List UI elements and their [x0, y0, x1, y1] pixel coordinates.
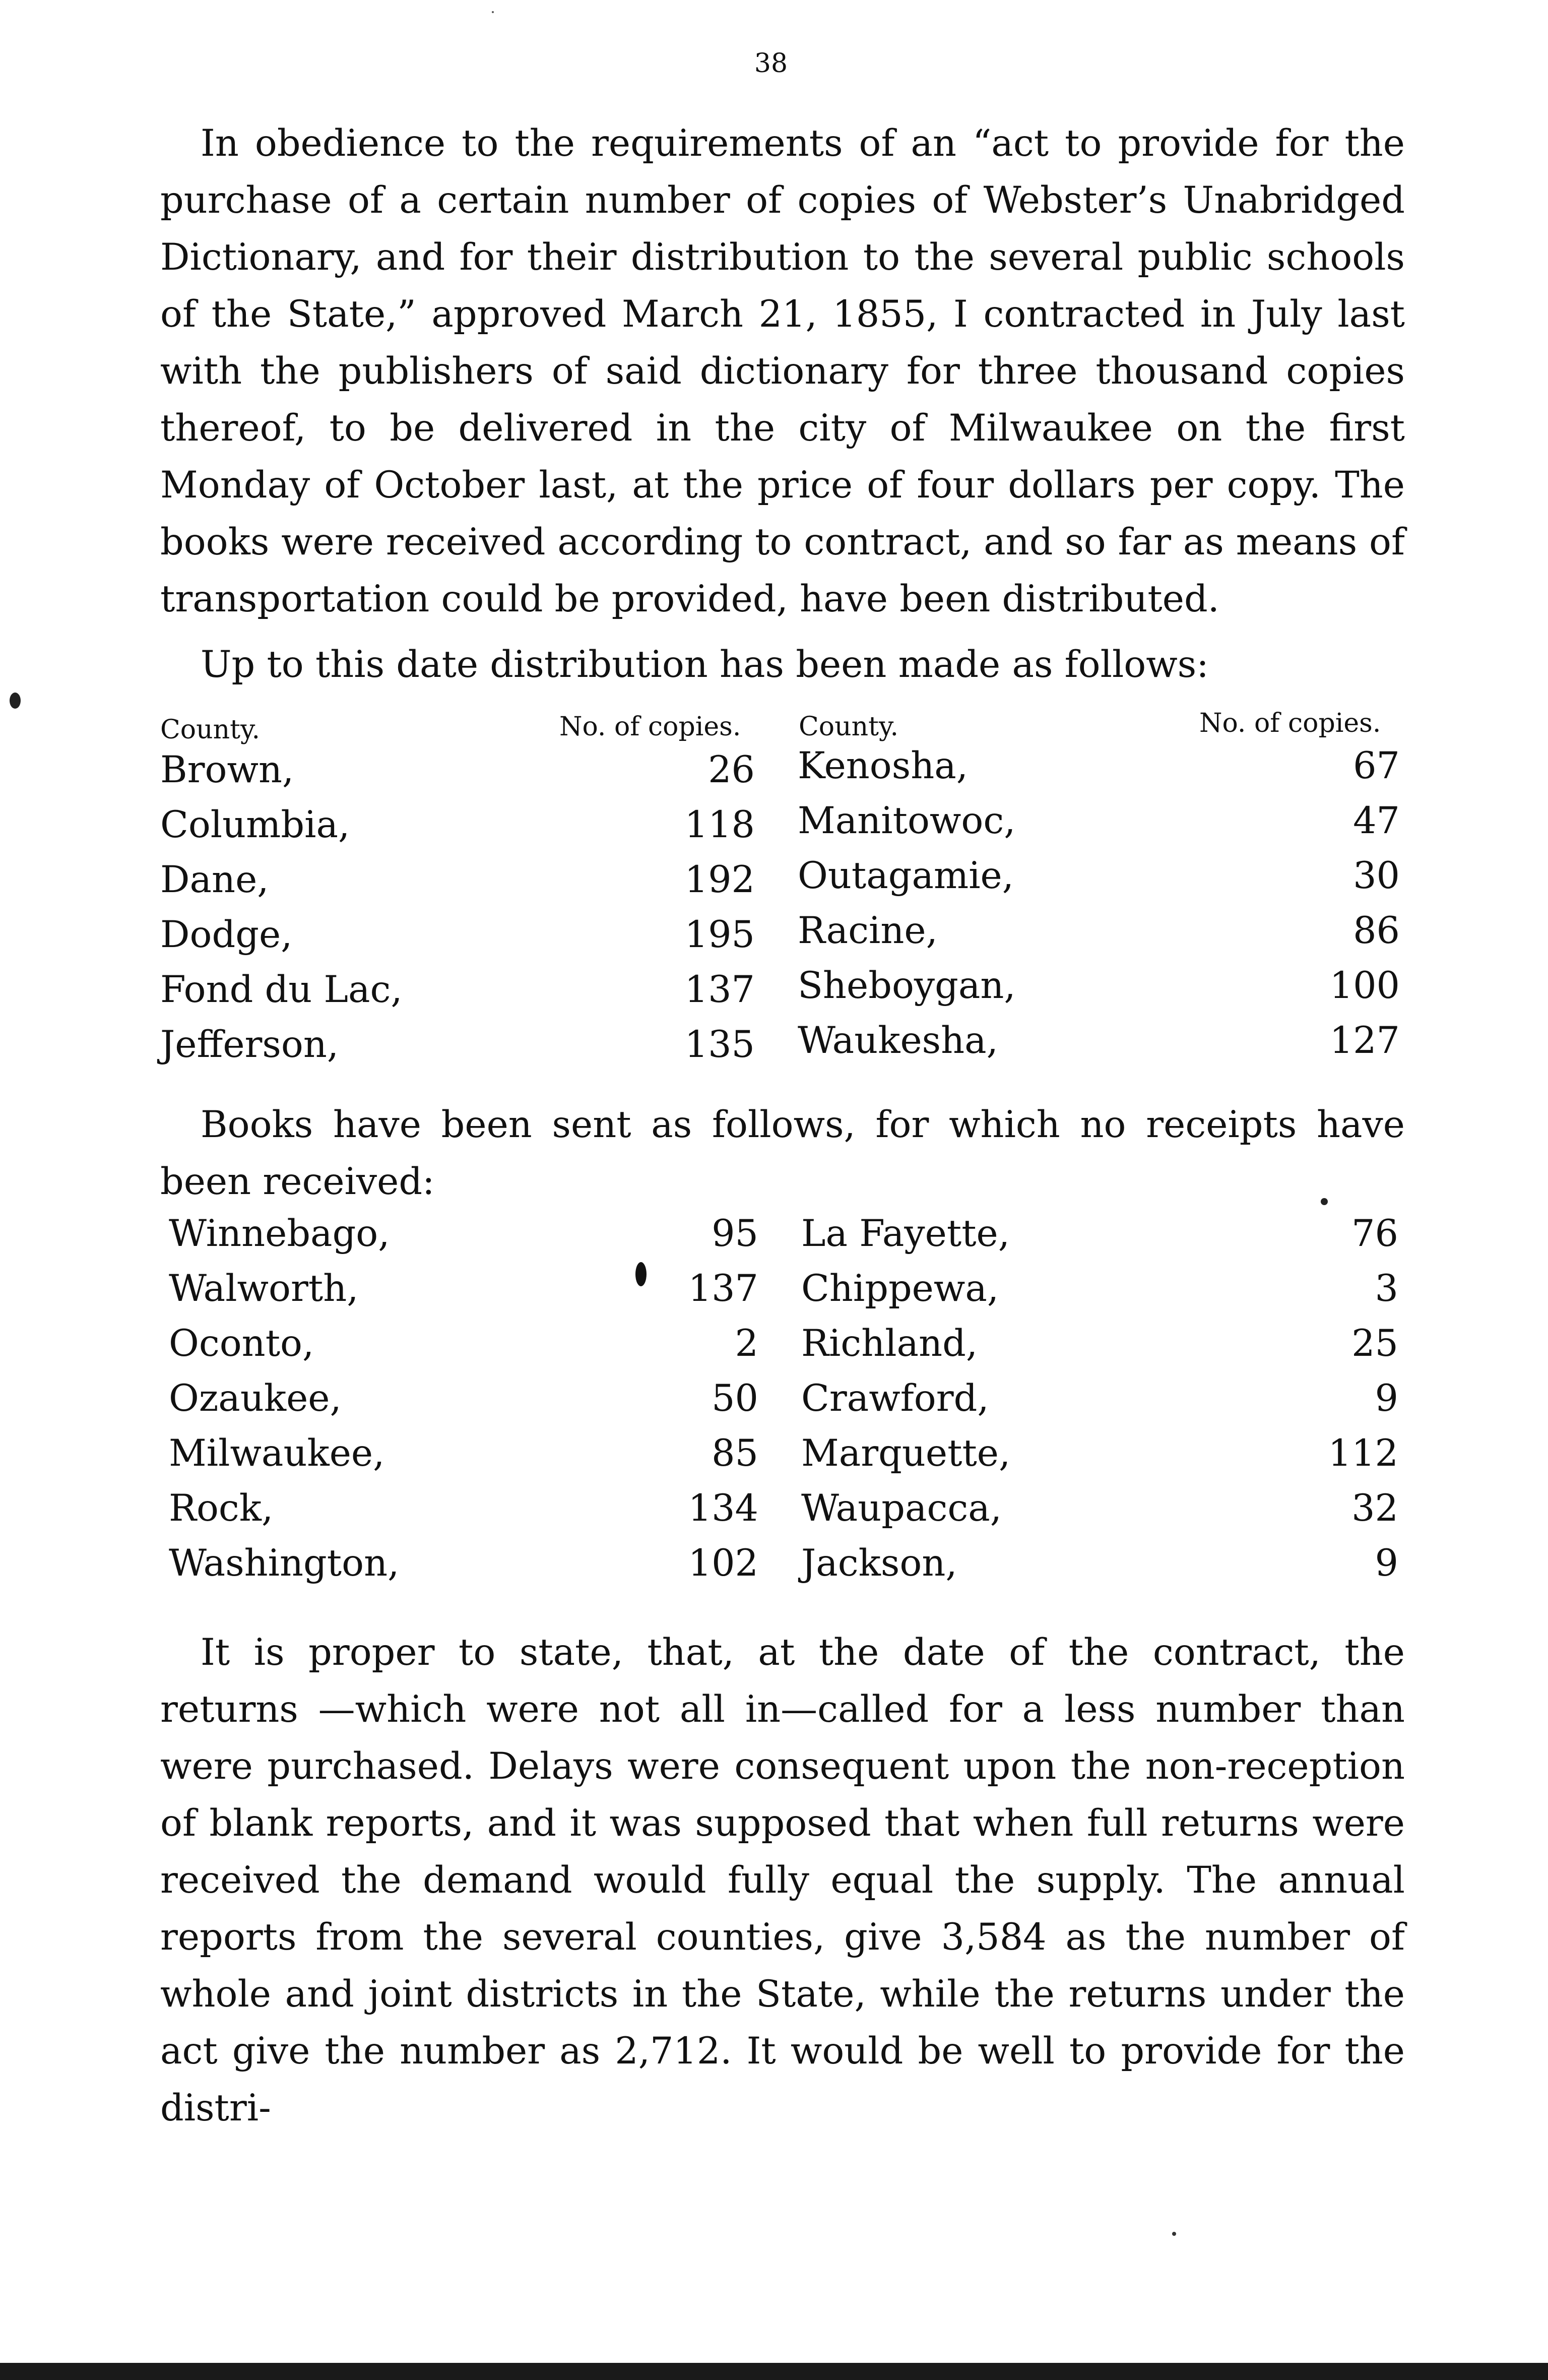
county-name: Kenosha, [798, 744, 968, 787]
table-row [801, 1542, 1398, 1596]
copies-count: 134 [688, 1487, 758, 1530]
county-name: Fond du Lac, [160, 968, 403, 1011]
copies-count: 102 [688, 1542, 758, 1585]
table-row [160, 803, 755, 858]
county-name: Rock, [169, 1487, 274, 1530]
county-name: Sheboygan, [798, 964, 1016, 1007]
table-row [160, 913, 755, 968]
table-row [169, 1542, 758, 1596]
table-row [169, 1267, 758, 1322]
copies-count: 135 [684, 1023, 755, 1066]
county-name: Jackson, [801, 1542, 957, 1585]
paragraph-sent-intro: Books have been sent as follows, for which no receipts have been received: [160, 1103, 1405, 1203]
paragraph-returns: It is proper to state, that, at the date of the contract, the returns —which were not all in—called for a less number than were purchased. Delays were consequent upon the non-reception of blank reports, and it was supposed that when full returns were received the demand would fully equal the supply. The annual reports from the several counties, give 3,584 as the number of whole and joint districts in the State, while the returns under the act give the number as 2,712. It would be well to provide for the distri- [160, 1631, 1405, 2130]
table-row [801, 1377, 1398, 1431]
table-row [798, 909, 1400, 964]
county-name: Ozaukee, [169, 1377, 342, 1420]
copies-count: 2 [735, 1322, 758, 1365]
copies-count: 95 [712, 1212, 758, 1255]
county-name: Walworth, [169, 1267, 359, 1310]
copies-count: 86 [1353, 909, 1400, 952]
paragraph-distribution-intro: Up to this date distribution has been made as follows: [201, 643, 1209, 686]
copies-count: 127 [1329, 1019, 1400, 1062]
county-name: Milwaukee, [169, 1432, 385, 1475]
sent-table [169, 1212, 1398, 1615]
copies-count: 9 [1375, 1377, 1398, 1420]
scan-edge-bar [0, 2363, 1548, 2380]
county-name: Oconto, [169, 1322, 314, 1365]
table-row [798, 964, 1400, 1019]
county-name: Winnebago, [169, 1212, 390, 1255]
table-row [169, 1432, 758, 1486]
county-name: Manitowoc, [798, 799, 1016, 842]
table-row [798, 854, 1400, 909]
copies-count: 32 [1351, 1487, 1398, 1530]
table-row [801, 1487, 1398, 1541]
copies-count: 137 [688, 1267, 758, 1310]
copies-count: 112 [1328, 1432, 1398, 1475]
county-name: Marquette, [801, 1432, 1011, 1475]
page-number: 38 [754, 48, 788, 79]
table-row [169, 1377, 758, 1431]
table-row [798, 744, 1400, 799]
county-name: Dane, [160, 858, 269, 901]
county-name: Columbia, [160, 803, 350, 846]
copies-count: 3 [1375, 1267, 1398, 1310]
copies-count: 50 [712, 1377, 758, 1420]
header-copies-2: No. of copies. [1199, 708, 1381, 738]
table-row [801, 1267, 1398, 1322]
county-name: Jefferson, [160, 1023, 339, 1066]
county-name: Crawford, [801, 1377, 989, 1420]
table-row [801, 1322, 1398, 1376]
table-row [160, 968, 755, 1023]
copies-count: 137 [684, 968, 755, 1011]
copies-count: 85 [712, 1432, 758, 1475]
table-row [169, 1487, 758, 1541]
county-name: Waupacca, [801, 1487, 1002, 1530]
paragraph-contract: In obedience to the requirements of an “act to provide for the purchase of a certain number of copies of Webster’s Unabridged Dictionary, and for their distribution to the several public schools of the State,” approved March 21, 1855, I contracted in July last with the publishers of said dictionary for three thousand copies thereof, to be delivered in the city of Milwaukee on the first Monday of October last, at the price of four dollars per copy. The books were received according to contract, and so far as means of transportation could be provided, have been distributed. [160, 122, 1405, 620]
table-row [801, 1212, 1398, 1267]
header-copies: No. of copies. [559, 712, 741, 742]
table-row [160, 1023, 755, 1078]
copies-count: 30 [1353, 854, 1400, 897]
county-name: Brown, [160, 748, 294, 791]
table-row [798, 799, 1400, 854]
header-county-2: County. [799, 712, 898, 742]
county-name: Outagamie, [798, 854, 1014, 897]
copies-count: 67 [1353, 744, 1400, 787]
table-row [169, 1212, 758, 1267]
copies-count: 195 [684, 913, 755, 956]
distribution-table [160, 744, 1405, 1101]
county-name: Richland, [801, 1322, 978, 1365]
copies-count: 192 [684, 858, 755, 901]
copies-count: 25 [1351, 1322, 1398, 1365]
table-row [801, 1432, 1398, 1486]
county-name: Dodge, [160, 913, 293, 956]
table-row [160, 858, 755, 913]
county-name: Racine, [798, 909, 938, 952]
table-row [169, 1322, 758, 1376]
copies-count: 26 [708, 748, 755, 791]
copies-count: 76 [1351, 1212, 1398, 1255]
county-name: Waukesha, [798, 1019, 998, 1062]
copies-count: 118 [684, 803, 755, 846]
county-name: La Fayette, [801, 1212, 1010, 1255]
copies-count: 100 [1329, 964, 1400, 1007]
table-row [798, 1019, 1400, 1074]
county-name: Washington, [169, 1542, 400, 1585]
copies-count: 47 [1353, 799, 1400, 842]
copies-count: 9 [1375, 1542, 1398, 1585]
header-county: County. [160, 715, 260, 745]
table-row [160, 748, 755, 803]
county-name: Chippewa, [801, 1267, 999, 1310]
